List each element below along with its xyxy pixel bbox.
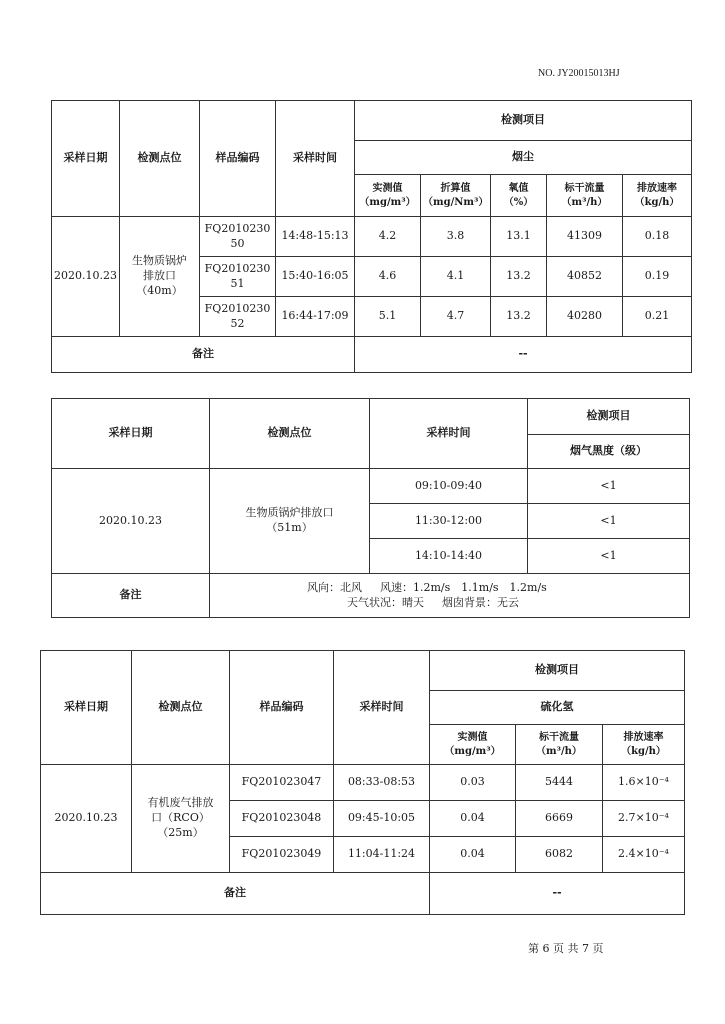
sample-id: FQ2010230 51 xyxy=(200,257,276,297)
sampling-time: 09:10-09:40 xyxy=(370,469,528,504)
note-background: 烟囱背景：无云 xyxy=(442,595,519,609)
flow-value: 40852 xyxy=(547,257,623,297)
monitoring-point: 生物质锅炉排放口 （51m） xyxy=(210,469,370,574)
header-monitoring-point: 检测点位 xyxy=(132,651,230,765)
monitoring-point: 有机废气排放 口（RCO） （25m） xyxy=(132,765,230,873)
header-converted: 折算值 （mg/Nm³） xyxy=(421,175,491,217)
sampling-date: 2020.10.23 xyxy=(52,469,210,574)
note-value: -- xyxy=(430,873,685,915)
sampling-date: 2020.10.23 xyxy=(52,217,120,337)
header-flow: 标干流量 （m³/h） xyxy=(516,725,603,765)
sampling-time: 15:40-16:05 xyxy=(276,257,355,297)
header-pollutant: 烟气黑度（级） xyxy=(528,435,690,469)
note-value: -- xyxy=(355,337,692,373)
emission-rate: 0.21 xyxy=(623,297,692,337)
sampling-time: 08:33-08:53 xyxy=(334,765,430,801)
header-sampling-date: 采样日期 xyxy=(52,399,210,469)
oxygen-value: 13.1 xyxy=(491,217,547,257)
header-flow: 标干流量 （m³/h） xyxy=(547,175,623,217)
note-wind-direction: 风向：北风 xyxy=(307,580,362,594)
page-number: 第 6 页 共 7 页 xyxy=(528,942,604,955)
measured-value: 0.03 xyxy=(430,765,516,801)
emission-rate: 1.6×10⁻⁴ xyxy=(603,765,685,801)
table-row xyxy=(41,765,685,801)
header-test-items: 检测项目 xyxy=(430,651,685,691)
header-emission-rate: 排放速率 （kg/h） xyxy=(603,725,685,765)
measured-value: 0.04 xyxy=(430,801,516,837)
header-sampling-date: 采样日期 xyxy=(52,101,120,217)
header-monitoring-point: 检测点位 xyxy=(210,399,370,469)
sampling-date: 2020.10.23 xyxy=(41,765,132,873)
sample-id: FQ201023049 xyxy=(230,837,334,873)
header-sampling-time: 采样时间 xyxy=(370,399,528,469)
table-row xyxy=(52,217,692,257)
sampling-time: 09:45-10:05 xyxy=(334,801,430,837)
flow-value: 6082 xyxy=(516,837,603,873)
note-label: 备注 xyxy=(52,337,355,373)
table-row xyxy=(52,469,690,504)
header-pollutant: 硫化氢 xyxy=(430,691,685,725)
sampling-time: 14:10-14:40 xyxy=(370,539,528,574)
sample-id: FQ2010230 52 xyxy=(200,297,276,337)
emission-rate: 2.7×10⁻⁴ xyxy=(603,801,685,837)
sample-id: FQ201023048 xyxy=(230,801,334,837)
blackness-value: <1 xyxy=(528,539,690,574)
converted-value: 4.7 xyxy=(421,297,491,337)
oxygen-value: 13.2 xyxy=(491,257,547,297)
flow-value: 40280 xyxy=(547,297,623,337)
note-label: 备注 xyxy=(52,574,210,618)
header-sample-id: 样品编码 xyxy=(200,101,276,217)
document-number: NO. JY20015013HJ xyxy=(538,68,620,79)
blackness-value: <1 xyxy=(528,504,690,539)
note-weather-block xyxy=(210,574,690,618)
note-wind-speed: 风速：1.2m/s 1.1m/s 1.2m/s xyxy=(380,580,547,594)
measured-value: 4.2 xyxy=(355,217,421,257)
measured-value: 0.04 xyxy=(430,837,516,873)
header-emission-rate: 排放速率 （kg/h） xyxy=(623,175,692,217)
header-oxygen: 氧值 （%） xyxy=(491,175,547,217)
flow-value: 6669 xyxy=(516,801,603,837)
sampling-time: 16:44-17:09 xyxy=(276,297,355,337)
converted-value: 4.1 xyxy=(421,257,491,297)
emission-rate: 2.4×10⁻⁴ xyxy=(603,837,685,873)
blackness-value: <1 xyxy=(528,469,690,504)
monitoring-point: 生物质锅炉 排放口 （40m） xyxy=(120,217,200,337)
hydrogen-sulfide-table xyxy=(40,650,685,915)
sample-id: FQ2010230 50 xyxy=(200,217,276,257)
flow-value: 5444 xyxy=(516,765,603,801)
sampling-time: 14:48-15:13 xyxy=(276,217,355,257)
smoke-dust-table xyxy=(51,100,692,373)
emission-rate: 0.18 xyxy=(623,217,692,257)
header-sampling-date: 采样日期 xyxy=(41,651,132,765)
note-label: 备注 xyxy=(41,873,430,915)
header-sampling-time: 采样时间 xyxy=(334,651,430,765)
header-measured: 实测值 （mg/m³） xyxy=(355,175,421,217)
smoke-blackness-table xyxy=(51,398,690,618)
header-measured: 实测值 （mg/m³） xyxy=(430,725,516,765)
header-monitoring-point: 检测点位 xyxy=(120,101,200,217)
sampling-time: 11:30-12:00 xyxy=(370,504,528,539)
header-test-items: 检测项目 xyxy=(355,101,692,141)
emission-rate: 0.19 xyxy=(623,257,692,297)
header-test-items: 检测项目 xyxy=(528,399,690,435)
flow-value: 41309 xyxy=(547,217,623,257)
converted-value: 3.8 xyxy=(421,217,491,257)
measured-value: 4.6 xyxy=(355,257,421,297)
measured-value: 5.1 xyxy=(355,297,421,337)
sampling-time: 11:04-11:24 xyxy=(334,837,430,873)
header-pollutant: 烟尘 xyxy=(355,141,692,175)
sample-id: FQ201023047 xyxy=(230,765,334,801)
note-weather: 天气状况：晴天 xyxy=(347,595,424,609)
oxygen-value: 13.2 xyxy=(491,297,547,337)
header-sample-id: 样品编码 xyxy=(230,651,334,765)
header-sampling-time: 采样时间 xyxy=(276,101,355,217)
